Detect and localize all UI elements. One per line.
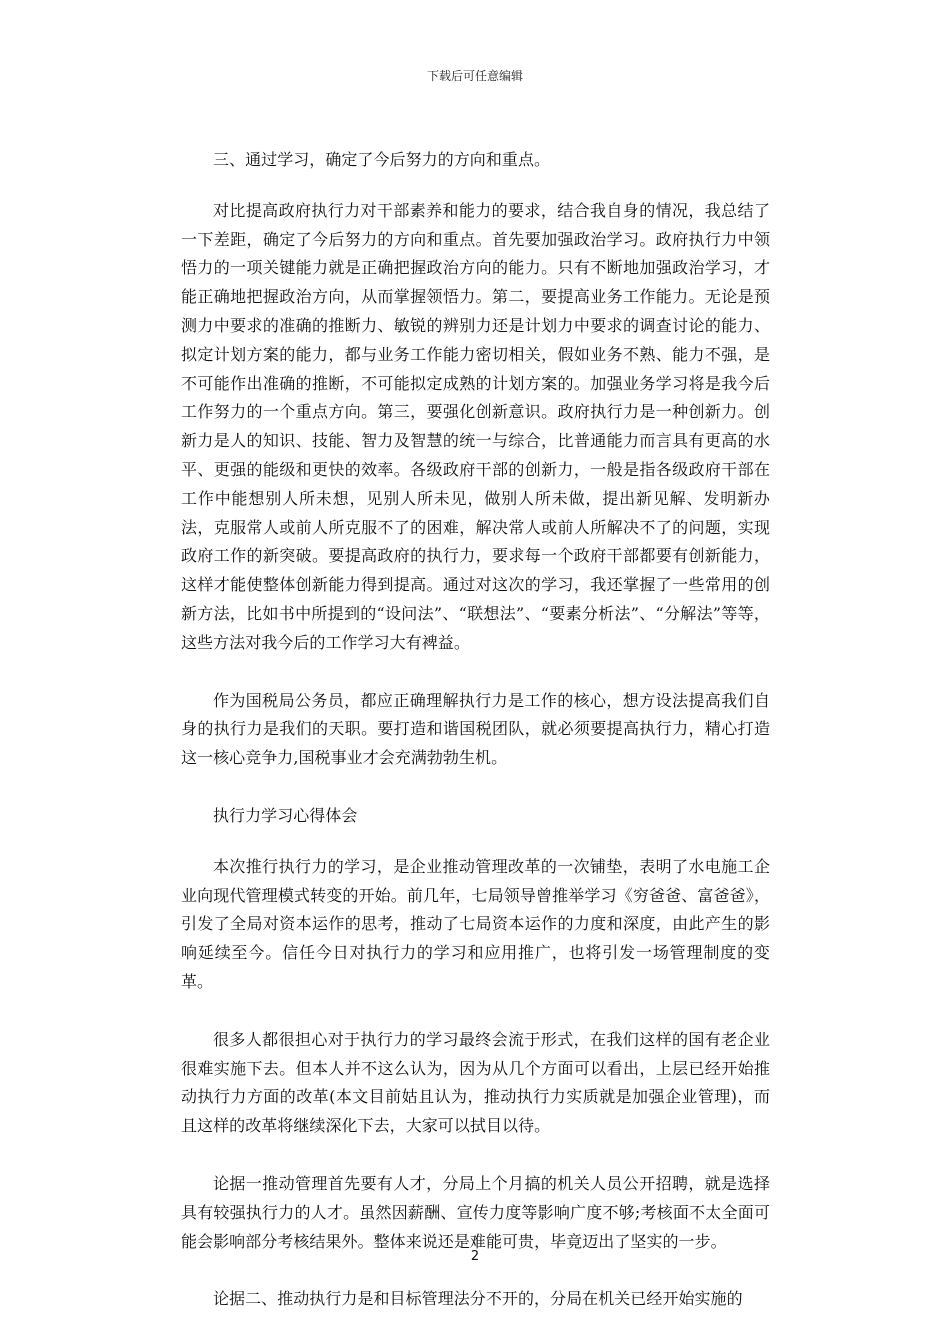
- document-body: [181, 146, 770, 1336]
- body-paragraph: 作为国税局公务员，都应正确理解执行力是工作的核心，想方设法提高我们自身的执行力是我们的天职。要打造和谐国税团队，就必须要提高执行力，精心打造这一核心竞争力,国税事业才会充满勃勃生机。: [181, 690, 770, 768]
- section-heading-paragraph: 三、通过学习，确定了今后努力的方向和重点。: [213, 150, 551, 169]
- subtitle-paragraph: 执行力学习心得体会: [213, 805, 358, 825]
- page-number: 2: [470, 1249, 480, 1264]
- header-note: 下载后可任意编辑: [426, 69, 523, 83]
- body-paragraph: 很多人都很担心对于执行力的学习最终会流于形式，在我们这样的国有老企业很难实施下去。但本人并不这么认为，因为从几个方面可以看出，上层已经开始推动执行力方面的改革(本文目前姑且认为，推动执行力实质就是加强企业管理)，而且这样的改革将继续深化下去，大家可以拭目以待。: [181, 1029, 770, 1136]
- body-paragraph: 论据一推动管理首先要有人才，分局上个月搞的机关人员公开招聘，就是选择具有较强执行力的人才。虽然因薪酬、宣传力度等影响广度不够;考核面不太全面可能会影响部分考核结果外。整体来说还是难能可贵，毕竟迈出了坚实的一步。: [181, 1173, 770, 1251]
- body-paragraph: 论据二、推动执行力是和目标管理法分不开的，分局在机关已经开始实施的: [213, 1289, 743, 1309]
- body-paragraph: 对比提高政府执行力对干部素养和能力的要求，结合我自身的情况，我总结了一下差距，确定了今后努力的方向和重点。首先要加强政治学习。政府执行力中领悟力的一项关键能力就是正确把握政治方向的能力。只有不断地加强政治学习，才能正确地把握政治方向，从而掌握领悟力。第二，要提高业务工作能力。无论是预测力中要求的准确的推断力、敏锐的辨别力还是计划力中要求的调查讨论的能力、拟定计划方案的能力，都与业务工作能力密切相关，假如业务不熟、能力不强，是不可能作出准确的推断，不可能拟定成熟的计划方案的。加强业务学习将是我今后工作努力的一个重点方向。第三，要强化创新意识。政府执行力是一种创新力。创新力是人的知识、技能、智力及智慧的统一与综合，比普通能力而言具有更高的水平、更强的能级和更快的效率。各级政府干部的创新力，一般是指各级政府干部在工作中能想别人所未想，见别人所未见，做别人所未做，提出新见解、发明新办法，克服常人或前人所克服不了的困难，解决常人或前人所解决不了的问题，实现政府工作的新突破。要提高政府的执行力，要求每一个政府干部都要有创新能力，这样才能使整体创新能力得到提高。通过对这次的学习，我还掌握了一些常用的创新方法，比如书中所提到的“设问法”、“联想法”、“要素分析法”、“分解法”等等，这些方法对我今后的工作学习大有裨益。: [181, 200, 770, 652]
- body-paragraph: 本次推行执行力的学习，是企业推动管理改革的一次铺垫，表明了水电施工企业向现代管理模式转变的开始。前几年，七局领导曾推举学习《穷爸爸、富爸爸》，引发了全局对资本运作的思考，推动了七局资本运作的力度和深度，由此产生的影响延续至今。信任今日对执行力的学习和应用推广，也将引发一场管理制度的变革。: [181, 856, 770, 991]
